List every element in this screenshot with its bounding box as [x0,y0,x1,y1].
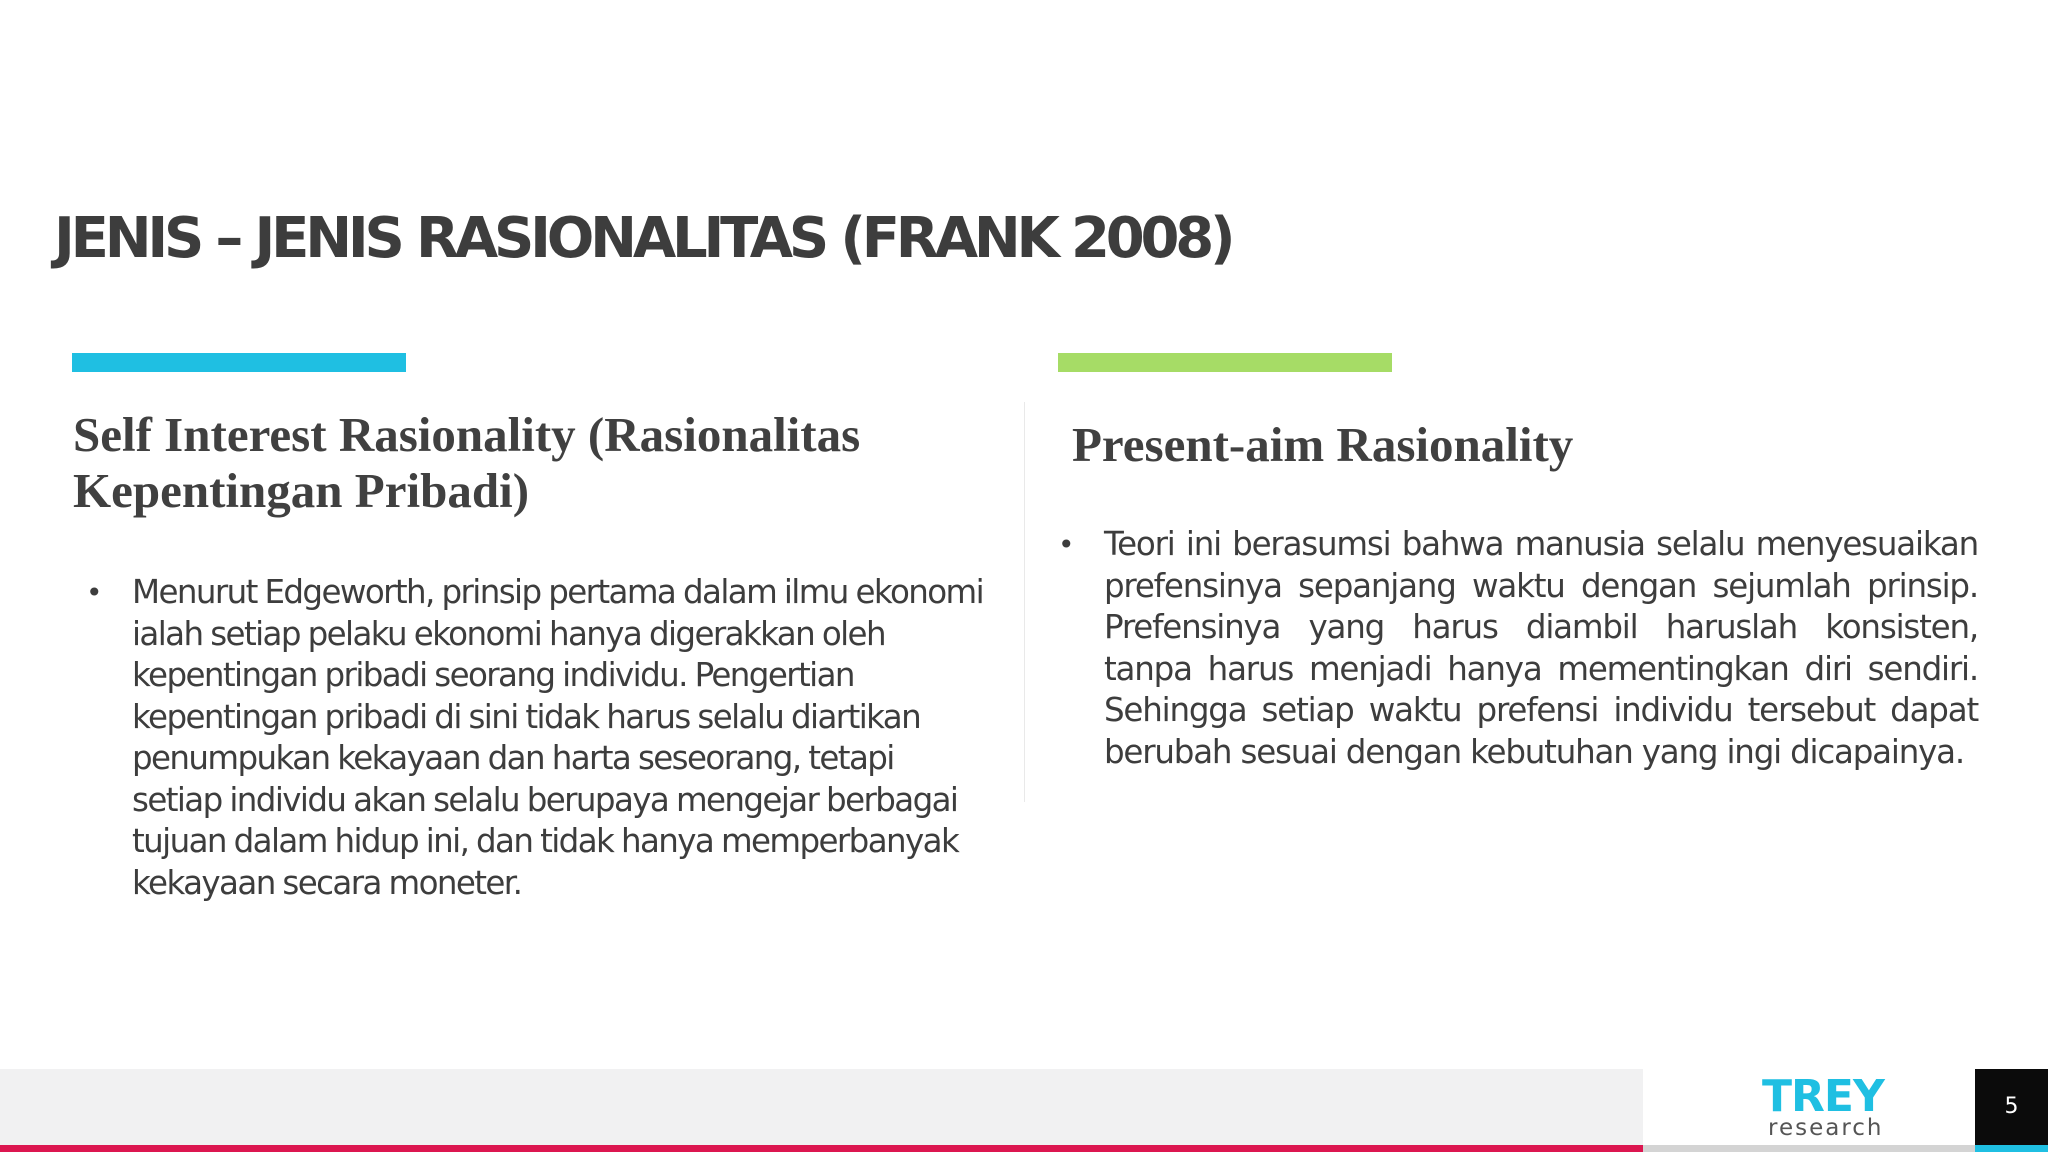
footer-band [0,1069,1643,1145]
left-column-heading: Self Interest Rasionality (Rasionalitas Kepentingan Pribadi) [73,407,861,518]
logo-subtitle: research [1768,1115,1884,1141]
slide-title: JENIS – JENIS RASIONALITAS (FRANK 2008) [54,206,1232,271]
right-column-heading: Present-aim Rasionality [1072,417,1574,472]
left-bullet-item [86,572,986,904]
left-accent-bar [72,353,406,372]
right-bullet-text: Teori ini berasumsi bahwa manusia selalu menyesuaikan prefensinya sepanjang waktu dengan sejumlah prinsip. Prefensinya yang harus diambil haruslah konsisten, tanpa harus menjadi hanya mementingkan diri sendiri. Sehingga setiap waktu prefensi individu tersebut dapat berubah sesuai dengan kebutuhan yang ingi dicapainya. [1104,525,1978,771]
bullet-icon: • [1058,528,1075,561]
left-bullet-text: Menurut Edgeworth, prinsip pertama dalam ilmu ekonomi ialah setiap pelaku ekonomi hanya digerakkan oleh kepentingan pribadi seorang individu. Pengertian kepentingan pribadi di sini tidak harus selalu diartikan penumpukan kekayaan dan harta seseorang, tetapi setiap individu akan selalu berupaya mengejar berbagai tujuan dalam hidup ini, dan tidak hanya memperbanyak kekayaan secara moneter. [132,573,984,902]
page-number: 5 [2004,1094,2019,1119]
footer-accent-line [0,1145,1643,1152]
right-accent-bar [1058,353,1392,372]
logo-underline [1643,1145,1975,1152]
column-divider [1024,402,1025,802]
bullet-icon: • [86,576,103,609]
page-number-underline [1975,1145,2048,1152]
logo-wordmark: TREY [1762,1071,1884,1122]
right-bullet-item [1058,524,1978,773]
